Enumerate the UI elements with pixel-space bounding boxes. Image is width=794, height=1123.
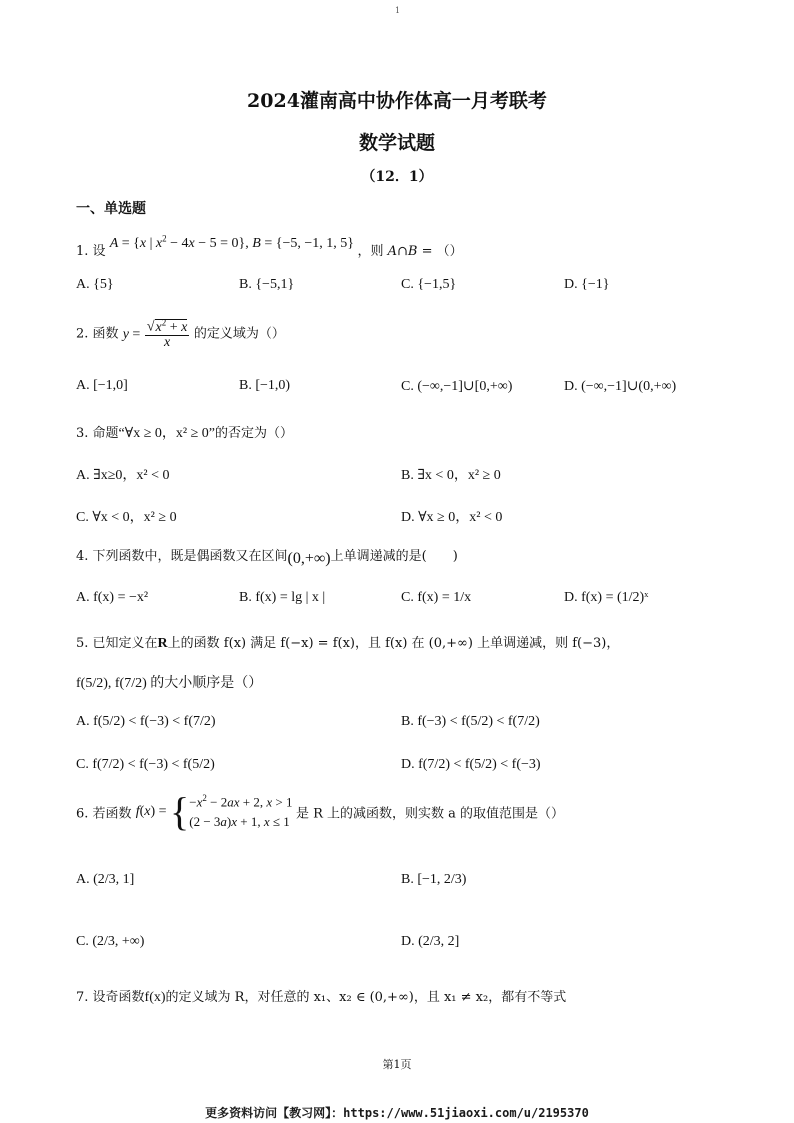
question-2-option-a: A. [−1,0]	[76, 378, 128, 393]
question-7-tail: 的定义域为 R，对任意的 x₁、x₂ ∈ (0,+∞)，且 x₁ ≠ x₂，都有不等式	[165, 990, 567, 1005]
question-4-option-d: D. f(x) = (1/2)ˣ	[564, 590, 649, 605]
question-2-number: 2. 函数	[76, 326, 119, 342]
question-6-option-c: C. (2/3, +∞)	[76, 934, 145, 949]
question-5-option-c: C. f(7/2) < f(−3) < f(5/2)	[76, 757, 215, 772]
question-7-stem	[76, 986, 566, 1006]
question-4-option-b: B. f(x) = lg | x |	[239, 590, 326, 605]
question-1-option-b: B. {−5,1}	[239, 277, 295, 292]
question-1-tail: ，则 A∩B = （）	[357, 244, 463, 259]
question-3-stem	[76, 422, 293, 442]
question-1-number: 1. 设	[76, 244, 106, 259]
question-2-option-b: B. [−1,0)	[239, 378, 291, 393]
question-3-tail: 的否定为（）	[215, 426, 294, 441]
question-5-stem	[76, 632, 619, 652]
question-6-tail: 是 R 上的减函数，则实数 a 的取值范围是（）	[295, 806, 565, 822]
resource-link[interactable]: 更多资料访问【教习网】：https://www.51jiaoxi.com/u/2195370	[205, 1106, 589, 1120]
question-5-stem-line2: f(5/2), f(7/2) 的大小顺序是（）	[76, 676, 263, 691]
question-1-stem	[76, 233, 463, 260]
question-4-math: (0,+∞)	[287, 550, 331, 567]
question-3-option-c: C. ∀x < 0，x² ≥ 0	[76, 510, 177, 525]
section-heading: 一、单选题	[76, 201, 146, 217]
question-2-math: y = $\frac{√x^2 + x}{x}$	[122, 317, 188, 351]
question-2-stem	[76, 318, 285, 351]
question-1-math: A = {x | $x^2 - 4x - 5 = 0$}, B = {−5, −1, 1, 5}	[109, 233, 358, 251]
question-5-option-a: A. f(5/2) < f(−3) < f(7/2)	[76, 714, 216, 729]
question-4-stem	[76, 545, 458, 565]
question-5-option-b: B. f(−3) < f(5/2) < f(7/2)	[401, 714, 540, 729]
question-6-option-b: B. [−1, 2/3)	[401, 872, 467, 887]
question-6-option-d: D. (2/3, 2]	[401, 934, 460, 949]
question-2-tail: 的定义域为（）	[193, 326, 285, 342]
question-6-stem	[76, 789, 565, 834]
question-7-number: 7. 设奇函数	[76, 990, 145, 1005]
question-4-number: 4. 下列函数中，既是偶函数又在区间	[76, 549, 288, 564]
question-1-option-a: A. {5}	[76, 277, 114, 292]
question-3-option-a: A. ∃x≥0，x² < 0	[76, 468, 170, 483]
exam-subject: 数学试题	[358, 132, 435, 154]
question-5-tail: 上的函数 f(x) 满足 f(−x) = f(x)，且 f(x) 在 (0,+∞) 上单调递减，则 f(−3)，	[167, 636, 620, 651]
page-number: 第1页	[382, 1058, 412, 1071]
exam-date: （12．1）	[361, 169, 433, 185]
question-1-option-c: C. {−1,5}	[401, 277, 457, 292]
question-7-math: f(x)	[144, 990, 166, 1005]
question-5-option-d: D. f(7/2) < f(5/2) < f(−3)	[401, 757, 541, 772]
question-6-math: $f(x) = \{-x^2 - 2ax + 2$, x > 1 (2 − 3a)x + 1, x ≤ 1	[135, 789, 293, 834]
question-3-option-b: B. ∃x < 0，x² ≥ 0	[401, 468, 501, 483]
question-6-number: 6. 若函数	[76, 806, 132, 822]
question-2-option-d: D. (−∞,−1]∪(0,+∞)	[564, 379, 677, 394]
question-4-tail: 上单调递减的是( )	[330, 549, 458, 564]
question-3-number: 3. 命题	[76, 426, 119, 441]
question-5-number: 5. 已知定义在	[76, 636, 158, 651]
question-1-option-d: D. {−1}	[564, 277, 610, 292]
page-top-mark: 1	[395, 6, 401, 15]
question-3-math: “∀x ≥ 0，x² ≥ 0”	[118, 426, 215, 441]
exam-title: 2024灌南高中协作体高一月考联考	[247, 90, 547, 112]
question-6-option-a: A. (2/3, 1]	[76, 872, 135, 887]
question-3-option-d: D. ∀x ≥ 0，x² < 0	[401, 510, 503, 525]
question-2-option-c: C. (−∞,−1]∪[0,+∞)	[401, 379, 513, 394]
question-4-option-c: C. f(x) = 1/x	[401, 590, 472, 605]
question-4-option-a: A. f(x) = −x²	[76, 590, 149, 605]
question-5-math: R	[157, 636, 168, 651]
